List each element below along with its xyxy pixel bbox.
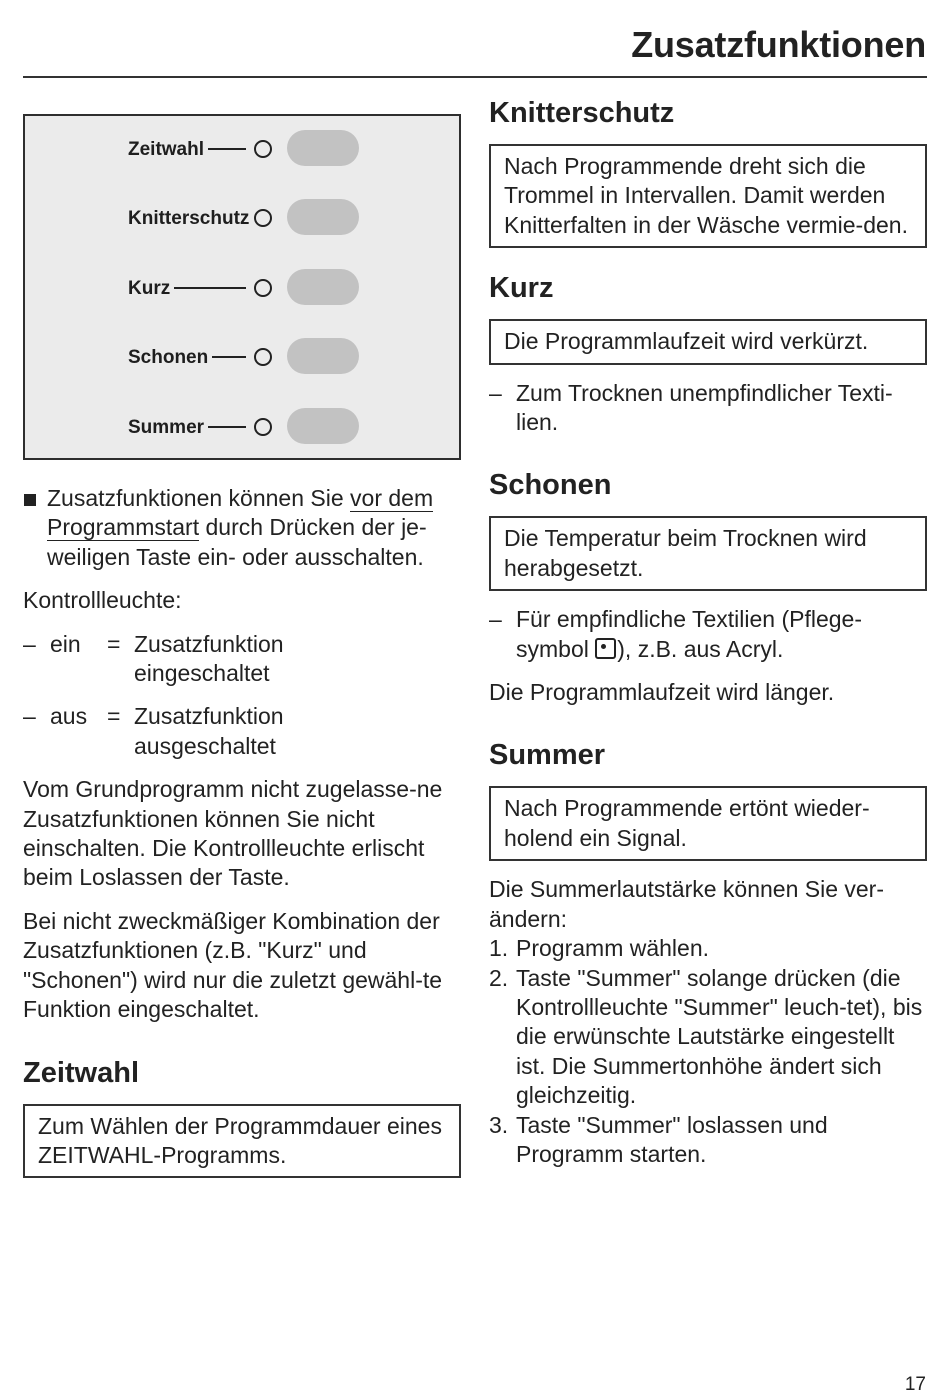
heading-kurz: Kurz (489, 272, 554, 305)
left-column (23, 114, 461, 1178)
function-button (287, 408, 359, 444)
panel-label: Summer (128, 417, 208, 439)
indicator-light-icon (254, 418, 272, 436)
summer-intro: Die Summerlautstärke können Sie ver-ändern: (489, 876, 884, 932)
box-zeitwahl: Zum Wählen der Programmdauer eines ZEITWAHL-Programms. (23, 1104, 461, 1179)
function-button (287, 130, 359, 166)
indicator-heading: Kontrollleuchte: (23, 587, 182, 614)
indicator-light-icon (254, 279, 272, 297)
intro-paragraph: Zusatzfunktionen können Sie vor dem Programmstart durch Drücken der je-weiligen Taste ein- oder ausschalten. (23, 484, 461, 572)
state-row-off: – aus = Zusatzfunktion ausgeschaltet (23, 703, 284, 759)
heading-zeitwahl: Zeitwahl (23, 1056, 140, 1089)
panel-label: Knitterschutz (128, 208, 253, 230)
box-summer: Nach Programmende ertönt wieder-holend ein Signal. (489, 786, 927, 861)
panel-row-schonen (25, 338, 459, 376)
square-bullet-icon (24, 494, 36, 506)
note-schonen: Die Programmlaufzeit wird länger. (489, 679, 835, 706)
paragraph-combination: Bei nicht zweckmäßiger Kombination der Zusatzfunktionen (z.B. "Kurz" und "Schonen") wird nur die zuletzt gewähl-te Funktion eingeschaltet. (23, 907, 443, 1023)
panel-label: Kurz (128, 278, 174, 300)
function-button (287, 199, 359, 235)
page-number: 17 (904, 1374, 926, 1395)
page-title: Zusatzfunktionen (631, 24, 926, 65)
list-item-kurz: – Zum Trocknen unempfindlicher Texti-lien. (489, 379, 893, 436)
box-knitterschutz: Nach Programmende dreht sich die Trommel in Intervallen. Damit werden Knitterfalten in der Wäsche vermie-den. (489, 144, 927, 248)
underlined-text: vor dem Programmstart (47, 485, 434, 541)
paragraph-not-allowed: Vom Grundprogramm nicht zugelasse-ne Zusatzfunktionen können Sie nicht einschalten. Die Kontrollleuchte erlischt beim Loslassen der Taste. (23, 776, 443, 891)
header-divider (23, 76, 927, 78)
heading-knitterschutz: Knitterschutz (489, 97, 675, 129)
summer-steps (489, 934, 927, 1169)
panel-label: Zeitwahl (128, 139, 208, 161)
list-item: 2. Taste "Summer" solange drücken (die Kontrollleuchte "Summer" leuch-tet), bis die erwünschte Lautstärke eingestellt ist. Die Summertonhöhe ändert sich gleichzeitig. (489, 964, 923, 1109)
list-item-schonen: – Für empfindliche Textilien (Pflege-symbol ), z.B. aus Acryl. (489, 606, 863, 662)
panel-row-kurz (25, 269, 459, 307)
box-kurz: Die Programmlaufzeit wird verkürzt. (489, 319, 927, 364)
state-row-on: – ein = Zusatzfunktion eingeschaltet (23, 630, 284, 687)
indicator-light-icon (254, 140, 272, 158)
box-schonen: Die Temperatur beim Trocknen wird herabgesetzt. (489, 516, 927, 591)
panel-label: Schonen (128, 347, 212, 369)
care-symbol-icon (595, 638, 616, 659)
indicator-light-icon (254, 209, 272, 227)
panel-row-zeitwahl (25, 130, 459, 168)
function-button (287, 338, 359, 374)
panel-row-knitterschutz (25, 199, 459, 237)
heading-schonen: Schonen (489, 469, 612, 502)
heading-summer: Summer (489, 739, 606, 772)
indicator-light-icon (254, 348, 272, 366)
panel-row-summer (25, 408, 459, 446)
list-item: 1. Programm wählen. (489, 935, 710, 962)
right-column (489, 95, 927, 1169)
control-panel-illustration (23, 114, 461, 460)
function-button (287, 269, 359, 305)
list-item: 3. Taste "Summer" loslassen und Programm starten. (489, 1111, 828, 1167)
